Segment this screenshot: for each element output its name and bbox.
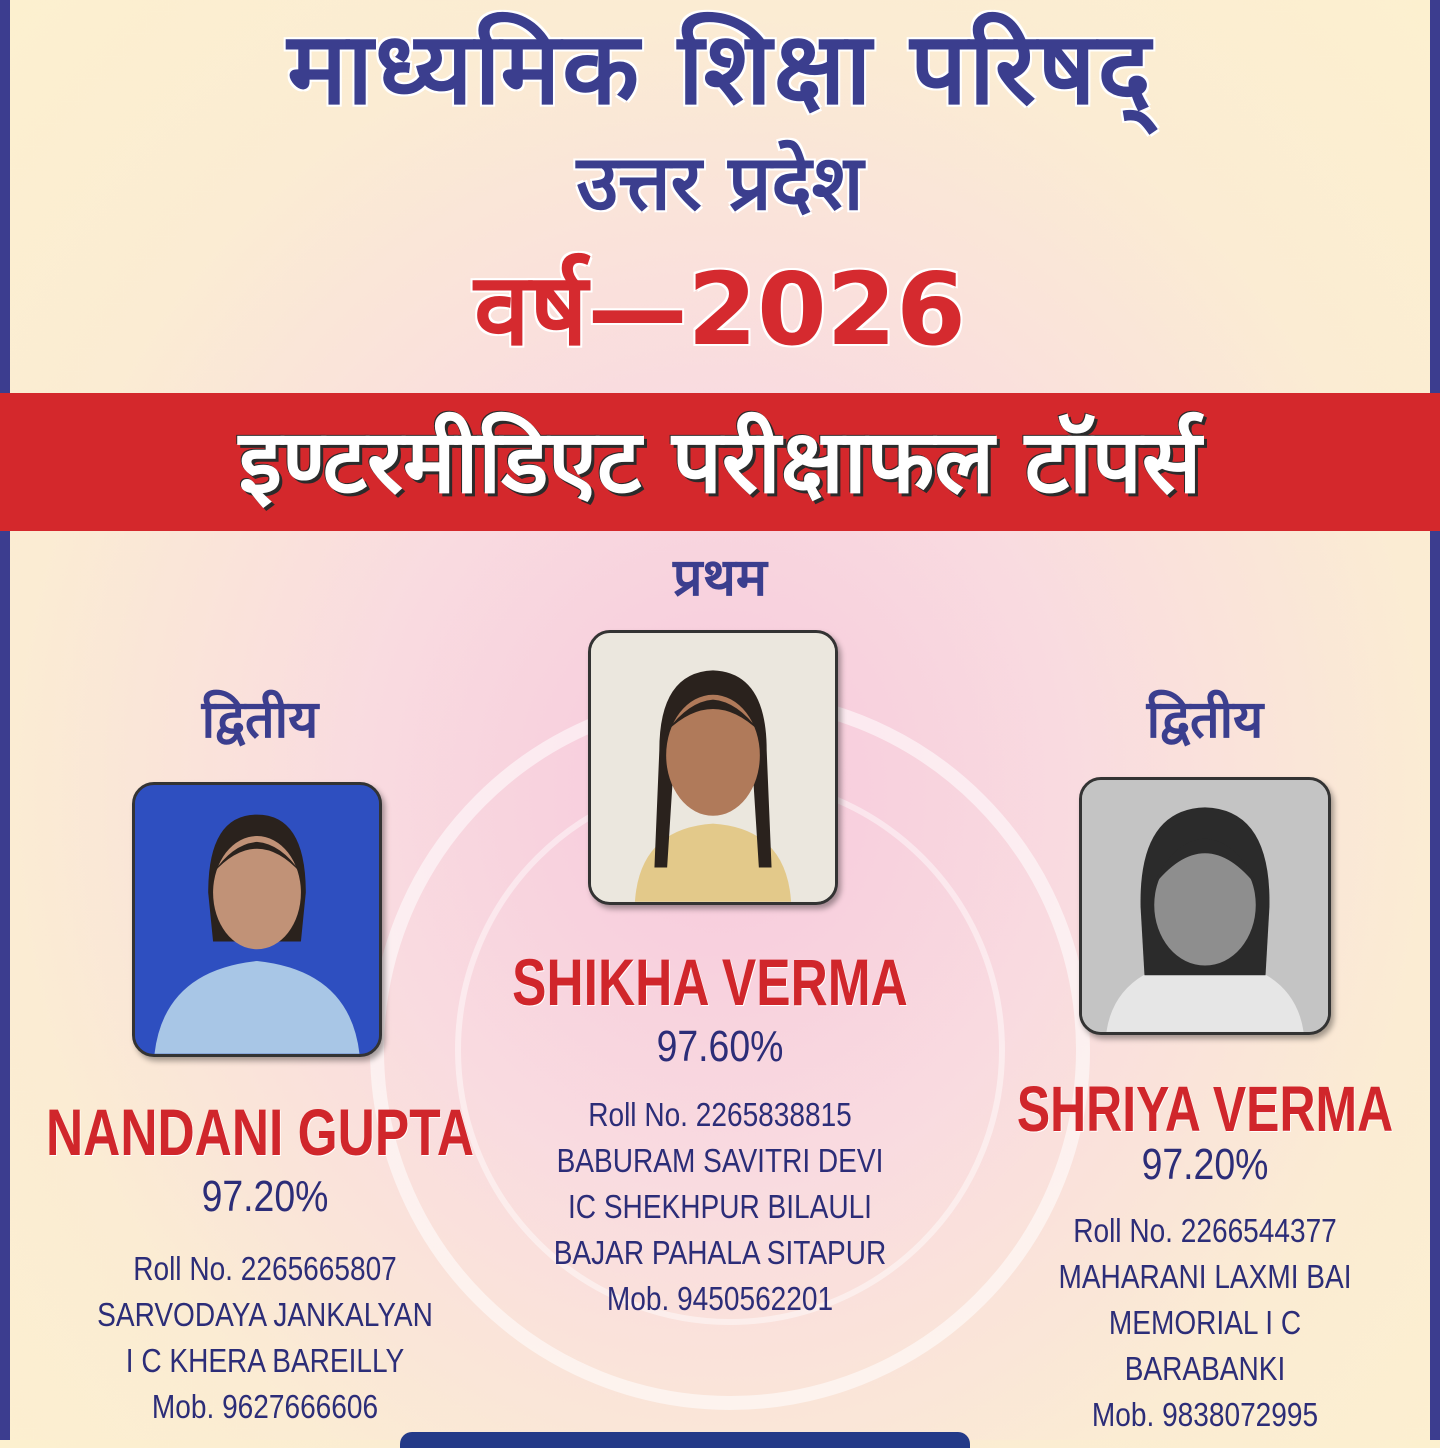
topper-percent-first: 97.60% [656, 1022, 784, 1071]
topper-name-second-left: NANDANI GUPTA [45, 1095, 475, 1169]
school-line: BARABANKI [1124, 1350, 1286, 1387]
rank-label-second-left: द्वितीय [201, 690, 319, 750]
school-line: MAHARANI LAXMI BAI [1058, 1258, 1352, 1295]
school-line: IC SHEKHPUR BILAULI [568, 1188, 872, 1225]
topper-percent-second-right: 97.20% [1141, 1140, 1269, 1189]
board-title: माध्यमिक शिक्षा परिषद् [287, 10, 1153, 127]
topper-name-second-right: SHRIYA VERMA [1016, 1073, 1394, 1145]
school-line: SARVODAYA JANKALYAN [97, 1296, 433, 1333]
mobile-number: Mob. 9627666606 [151, 1388, 379, 1425]
school-line: MEMORIAL I C [1108, 1304, 1302, 1341]
bottom-edge-tab [400, 1432, 970, 1448]
school-line: BABURAM SAVITRI DEVI [556, 1142, 884, 1179]
student-portrait-icon [591, 633, 835, 902]
roll-number: Roll No. 2265838815 [588, 1096, 852, 1133]
school-line: BAJAR PAHALA SITAPUR [553, 1234, 887, 1271]
student-portrait-icon [1082, 780, 1328, 1032]
topper-name-first: SHIKHA VERMA [512, 945, 908, 1019]
mobile-number: Mob. 9450562201 [606, 1280, 834, 1317]
banner-title: इण्टरमीडिएट परीक्षाफल टॉपर्स [238, 410, 1202, 513]
topper-details-second-right [984, 1208, 1426, 1438]
school-line: I C KHERA BAREILLY [125, 1342, 405, 1379]
roll-number: Roll No. 2266544377 [1073, 1212, 1337, 1249]
topper-details-second-left [44, 1246, 486, 1430]
mobile-number: Mob. 9838072995 [1091, 1396, 1319, 1433]
topper-photo-second-left [132, 782, 382, 1057]
rank-label-second-right: द्वितीय [1146, 690, 1264, 750]
rank-label-first: प्रथम [673, 548, 767, 608]
student-portrait-icon [135, 785, 379, 1054]
topper-photo-second-right [1079, 777, 1331, 1035]
state-title: उत्तर प्रदेश [576, 138, 864, 227]
year-title: वर्ष—2026 [474, 251, 966, 368]
topper-percent-second-left: 97.20% [201, 1172, 329, 1221]
roll-number: Roll No. 2265665807 [133, 1250, 397, 1287]
topper-photo-first [588, 630, 838, 905]
topper-details-first [499, 1092, 941, 1322]
